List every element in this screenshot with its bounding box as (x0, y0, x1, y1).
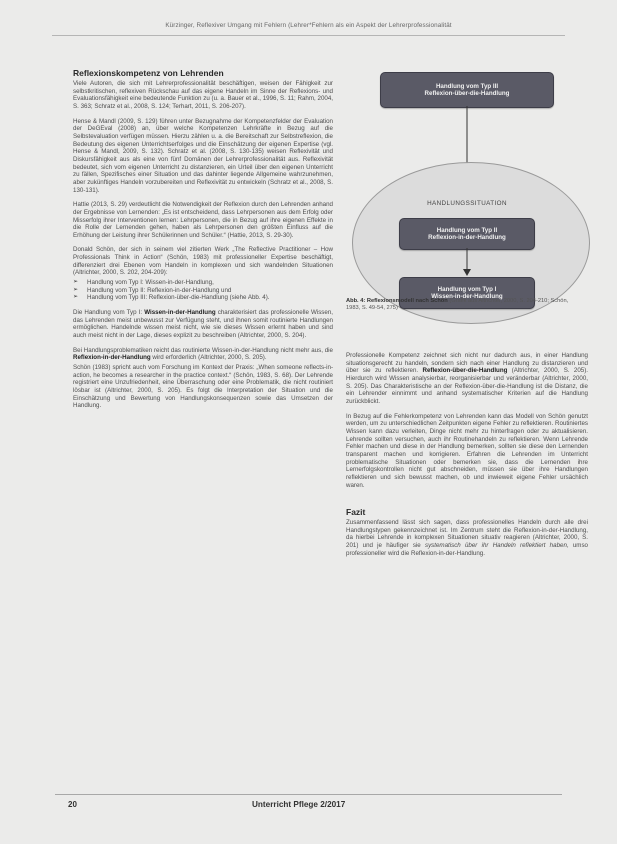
caption-source: (Grafik aus Altrichter, 2000, S. 204-210; Schön, 1983, S. 49-54, 275) (346, 298, 569, 311)
text-span: Professionelle Kompetenz zeichnet sich nicht nur dadurch aus, in einer Handlung situationsgerecht zu handeln, sondern sich nach einer Handlung zu distanzieren und über sie zu reflektieren. (346, 352, 588, 375)
paragraph: Schön (1983) spricht auch vom Forschung im Kontext der Praxis: „When someone reflects-in-action, he becomes a researcher in the practice context.“ (Schön, 1983, S. 68). Der Lehrende registriert eine Unzufriedenheit, eine Überraschung oder eine Problematik, die nicht routiniert lösbar ist (Altrichter, 2000, S. 205). Es folgt die Interpretation der Situation und die Einschätzung und Bewertung von Handlungskonsequenzen sowie das Umsetzen der Handlung. (73, 364, 333, 410)
box-title: Handlung vom Typ III (435, 82, 499, 90)
italic-term: systematisch über ihr Handeln reflektiert haben (424, 542, 567, 550)
text-span: (Altrichter, 2000, S. 205). Hierdurch wird Wissen analysierbar, reorganisierbar und veränderbar (Altrichter, 2000, S. 205). Das Charakteristische an der Reflexion-über-die-Handlung ist die Distanz, die ein Lehrender einnimmt und anhand systematischer Kriterien auf die Handlung zurückblickt. (346, 367, 588, 405)
list-item: ➢ Handlung vom Typ III: Reflexion-über-die-Handlung (siehe Abb. 4). (73, 294, 333, 302)
list-item: ➢ Handlung vom Typ II: Reflexion-in-der-Handlung und (73, 287, 333, 295)
caption-label: Abb. 4: Reflexionsmodell nach Schön (346, 298, 448, 304)
journal-title: Unterricht Pflege 2/2017 (252, 800, 346, 809)
type-ii-box (399, 218, 535, 250)
arrow-down-icon (463, 269, 471, 276)
running-header: Kürzinger, Reflexiver Umgang mit Fehlern (Lehrer*Fehlern als ein Aspekt der Lehrerprofessionalität (165, 22, 452, 29)
figure-caption (346, 298, 584, 312)
paragraph: Donald Schön, der sich in seinem viel zitierten Werk „The Reflective Practitioner – How Professionals Think in Action“ (Schön, 1983) mit professioneller Expertise beschäftigt, differenziert drei Ebenen vom Handeln in komplexen und sich wandelnden Situationen (Altrichter, 2000, S. 202, 204-209): (73, 246, 333, 277)
paragraph (346, 352, 588, 406)
page-number: 20 (68, 800, 77, 809)
text-span: Die Handlung vom Typ I: (73, 309, 145, 317)
list-item: ➢ Handlung vom Typ I: Wissen-in-der-Handlung, (73, 279, 333, 287)
paragraph (73, 309, 333, 340)
reflection-model-diagram (342, 58, 592, 298)
paragraph: In Bezug auf die Fehlerkompetenz von Lehrenden kann das Modell von Schön genutzt werden, um zu unterschiedlichen Zeitpunkten eigene Fehler zu reflektieren. Routiniertes Wissen kann dazu verleiten, Dinge nicht mehr zu hinterfragen oder zu aktualisieren. Lehrende sollten versuchen, auch ihr Routinehandeln zu reflektieren. Wenn Lehrende Fehler machen und diese in der Handlung bemerken, sollten sie diese den Lernenden transparent machen und korrigieren. Erfahren die Lehrenden im Unterricht problematische Situationen oder bemerken sie, dass die Lernenden ihre Lernerfolgskontrollen nicht gut abschneiden, müssen sie über ihre Handlungen reflektieren und sich bewusst machen, ob und inwieweit eigene Fehler ursächlich waren. (346, 412, 588, 489)
text-span: wird erforderlich (Altrichter, 2000, S. 205). (150, 354, 267, 362)
arrow-line (467, 248, 468, 270)
type-iii-box (380, 72, 554, 108)
header-rule (52, 35, 565, 36)
right-column (346, 352, 588, 564)
bullet-list (73, 279, 333, 302)
bold-term: Wissen-in-der-Handlung (144, 309, 216, 317)
paragraph: Hattie (2013, S. 29) verdeutlicht die Notwendigkeit der Reflexion durch den Lehrenden anhand der Ergebnisse von Lernenden: „Es ist entscheidend, dass Lehrpersonen aus dem Erfolg oder Misserfolg ihrer Interventionen lernen: Lehrpersonen, die in Bezug auf ihre eigenen Effekte in die Rolle der Lernenden gehen, haben als Lehrpersonen den größten Einfluss auf die Erhöhung der Leistung ihrer Schülerinnen und Schüler.“ (Hattie, 2013, S. 29-30). (73, 201, 333, 239)
box-subtitle: Reflexion-über-die-Handlung (424, 90, 510, 97)
paragraph: Viele Autoren, die sich mit Lehrerprofessionalität beschäftigen, weisen der Fähigkeit zur selbstkritischen, reflexiven Rückschau auf das eigene Handeln im Sinne der Reflexions- und Evaluationsfähigkeit eine bedeutende Funktion zu (u. a. Bauer et al., 1996, S. 11; Rahm, 2004, S. 363; Schratz et al., 2008, S. 124; Terhart, 2011, S. 206-207). (73, 80, 333, 110)
section-heading: Reflexionskompetenz von Lehrenden (73, 68, 224, 78)
box-title: Handlung vom Typ I (437, 285, 497, 293)
text-span: Bei Handlungsproblematiken reicht das routinierte Wissen-in-der-Handlung nicht mehr aus, die (73, 346, 333, 354)
footer-rule (55, 794, 562, 795)
left-column (73, 68, 333, 417)
box-subtitle: Wissen-in-der-Handlung (431, 293, 503, 300)
box-subtitle: Reflexion-in-der-Handlung (428, 234, 506, 241)
situation-label: HANDLUNGSSITUATION (427, 200, 507, 207)
paragraph (346, 519, 588, 557)
box-title: Handlung vom Typ II (436, 226, 498, 234)
bold-term: Reflexion-in-der-Handlung (73, 354, 151, 362)
text-span: , umso professioneller wird die Reflexion-in-der-Handlung. (346, 542, 588, 557)
bold-term: Reflexion-über-die-Handlung (422, 367, 508, 375)
text-span: charakterisiert das professionelle Wissen, das Lehrenden meist unbewusst zur Verfügung steht, und ihnen somit routinierte Handlungen ermöglichen. Handelnde wissen meist nicht, wie sie dieses Wissen erlernt haben und sind auch meist nicht in der Lage, dieses explizit zu beschreiben (Altrichter, 2000, S. 204). (73, 309, 333, 340)
paragraph: Hense & Mandl (2009, S. 129) führen unter Bezugnahme der Kompetenzfelder der Evaluation der DeGEval (2008) an, über welche Kompetenzen Lehrkräfte in Bezug auf die Selbstevaluation verfügen müssen. Hierzu zählen u. a. die Bereitschaft zur Selbstreflexion, die Bedeutung des eigenen Unterrichtserfolges und die Einschätzung der eigenen Expertise (vgl. Hense & Mandl, 2009, S. 132). Schratz et al. (2008, S. 130-135) weisen Reflexivität und Diskursfähigkeit aus als eine von fünf Domänen der Lehrerprofessionalität aus. Reflexivität bedeutet, sich vom eigenen Unterricht zu distanzieren, ein Urteil über den eigenen Unterricht zu fällen, Spezifisches einer Situation und das dahinter liegende Allgemeine wahrzunehmen, aber zukünftiges Handeln vorzubereiten und Reflexivität zu entwickeln (Schratz et al., 2008, S. 130-131). (73, 117, 333, 194)
section-heading: Fazit (346, 507, 366, 518)
arrow-line (467, 106, 468, 170)
text-span: Zusammenfassend lässt sich sagen, dass professionelles Handeln durch alle drei Handlungstypen gekennzeichnet ist. Im Zentrum steht die Reflexion-in-der-Handlung, da hierbei Lehrende in komplexen Situationen situativ reagieren (Altrichter, 2000, S. 201) und je häufiger sie (346, 519, 588, 550)
paragraph (73, 347, 333, 362)
